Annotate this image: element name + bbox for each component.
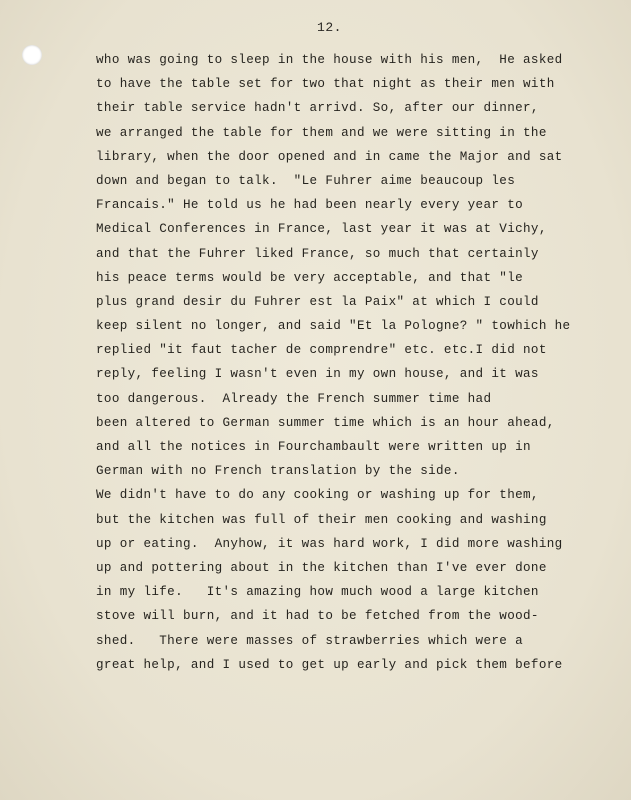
text-line: up and pottering about in the kitchen than I've ever done xyxy=(96,560,547,575)
text-line: who was going to sleep in the house with his men, He asked xyxy=(96,53,563,67)
text-line: great help, and I used to get up early and pick them before xyxy=(96,657,563,672)
text-line: shed. There were masses of strawberries which were a xyxy=(96,633,524,648)
body-text xyxy=(96,50,616,679)
punch-hole xyxy=(22,45,42,65)
text-line: library, when the door opened and in came the Major and sat xyxy=(96,149,563,164)
text-line: We didn't have to do any cooking or washing up for them, xyxy=(96,488,539,503)
text-line: to have the table set for two that night as their men with xyxy=(96,77,555,92)
text-line: too dangerous. Already the French summer time had xyxy=(96,391,492,406)
text-line: plus grand desir du Fuhrer est la Paix" at which I could xyxy=(96,294,539,309)
page-number: 12. xyxy=(317,20,342,35)
text-line: replied "it faut tacher de comprendre" etc. etc.I did not xyxy=(96,343,547,358)
text-line: stove will burn, and it had to be fetched from the wood- xyxy=(96,609,539,624)
text-line: been altered to German summer time which is an hour ahead, xyxy=(96,415,555,430)
text-line: his peace terms would be very acceptable, and that "le xyxy=(96,270,524,285)
text-line: German with no French translation by the side. xyxy=(96,464,460,479)
text-line: keep silent no longer, and said "Et la Pologne? " towhich he xyxy=(96,319,571,334)
text-line: down and began to talk. "Le Fuhrer aime beaucoup les xyxy=(96,173,516,188)
text-line: and that the Fuhrer liked France, so much that certainly xyxy=(96,246,539,261)
text-line: we arranged the table for them and we were sitting in the xyxy=(96,125,547,140)
text-line: up or eating. Anyhow, it was hard work, I did more washing xyxy=(96,536,563,551)
text-line: Medical Conferences in France, last year it was at Vichy, xyxy=(96,222,547,237)
text-line: in my life. It's amazing how much wood a large kitchen xyxy=(96,585,539,600)
text-line: reply, feeling I wasn't even in my own house, and it was xyxy=(96,367,539,382)
text-line: their table service hadn't arrivd. So, after our dinner, xyxy=(96,101,539,116)
text-line: Francais." He told us he had been nearly every year to xyxy=(96,198,524,213)
text-line: and all the notices in Fourchambault were written up in xyxy=(96,440,531,454)
text-line: but the kitchen was full of their men cooking and washing xyxy=(96,512,547,527)
